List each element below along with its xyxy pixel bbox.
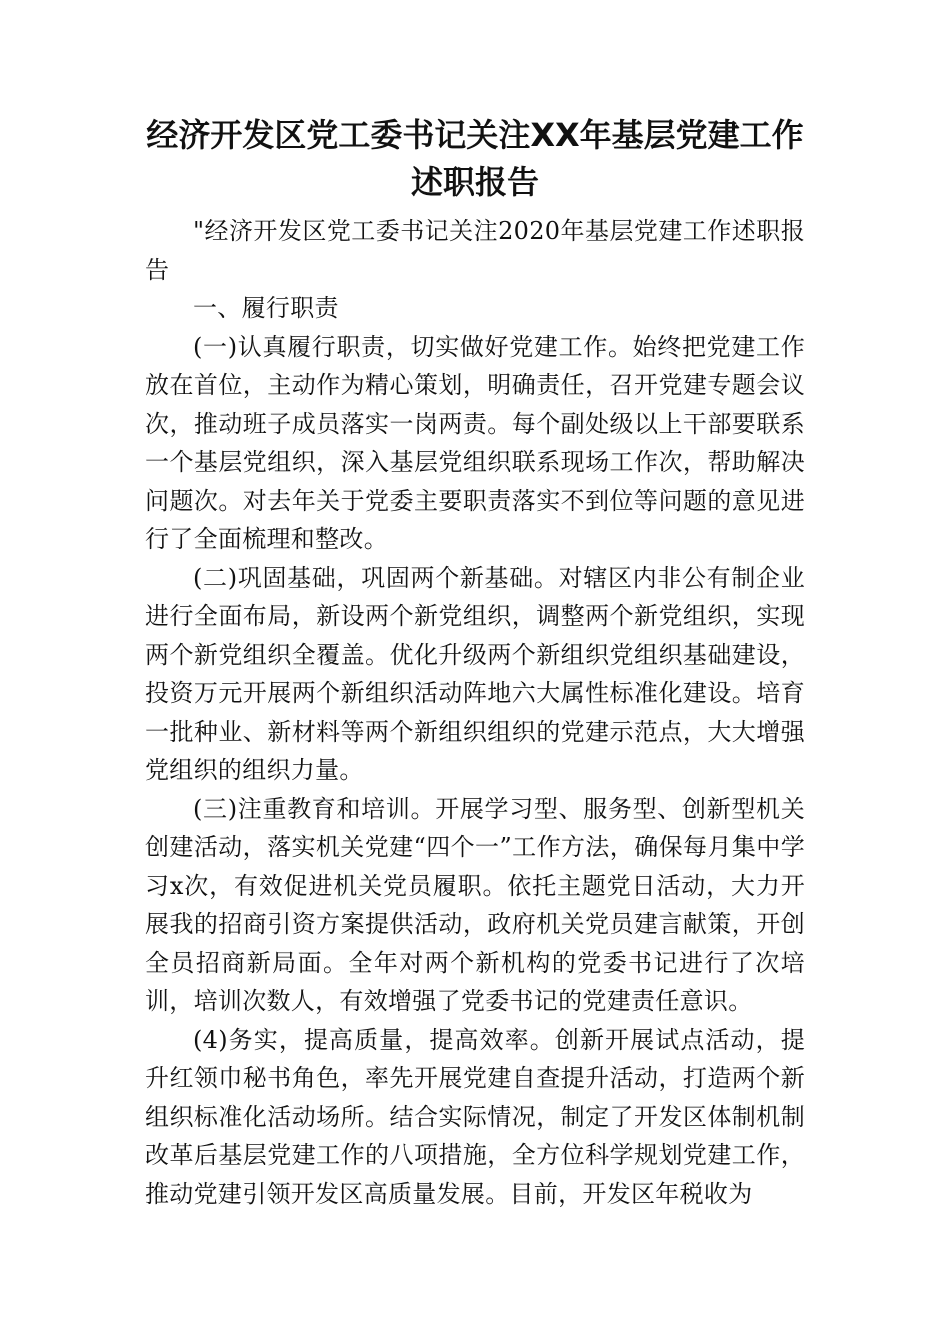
document-title: 经济开发区党工委书记关注XX年基层党建工作述职报告 [146,116,804,201]
paragraph-3: (三)注重教育和培训。开展学习型、服务型、创新型机关创建活动，落实机关党建“四个一”工作方法，确保每月集中学习x次，有效促进机关党员履职。依托主题党日活动，大力开展我的招商引资方案提供活动，政府机关党员建言献策，开创全员招商新局面。全年对两个新机构的党委书记进行了次培训，培训次数人，有效增强了党委书记的党建责任意识。 [145,794,805,1015]
paragraph-1: (一)认真履行职责，切实做好党建工作。始终把党建工作放在首位，主动作为精心策划，明确责任，召开党建专题会议次，推动班子成员落实一岗两责。每个副处级以上干部要联系一个基层党组织，深入基层党组织联系现场工作次，帮助解决问题次。对去年关于党委主要职责落实不到位等问题的意见进行了全面梳理和整改。 [145,332,805,553]
document-page [145,112,805,1213]
paragraph-4: (4)务实，提高质量，提高效率。创新开展试点活动，提升红领巾秘书角色，率先开展党建自查提升活动，打造两个新组织标准化活动场所。结合实际情况，制定了开发区体制机制改革后基层党建工作的八项措施，全方位科学规划党建工作，推动党建引领开发区高质量发展。目前，开发区年税收为 [145,1025,805,1208]
paragraph-intro: "经济开发区党工委书记关注2020年基层党建工作述职报告 [145,217,805,284]
section-heading-duties: 一、履行职责 [193,294,339,322]
paragraph-2: (二)巩固基础，巩固两个新基础。对辖区内非公有制企业进行全面布局，新设两个新党组织，调整两个新党组织，实现两个新党组织全覆盖。优化升级两个新组织党组织基础建设，投资万元开展两个新组织活动阵地六大属性标准化建设。培育一批种业、新材料等两个新组织组织的党建示范点，大大增强党组织的组织力量。 [145,563,805,784]
